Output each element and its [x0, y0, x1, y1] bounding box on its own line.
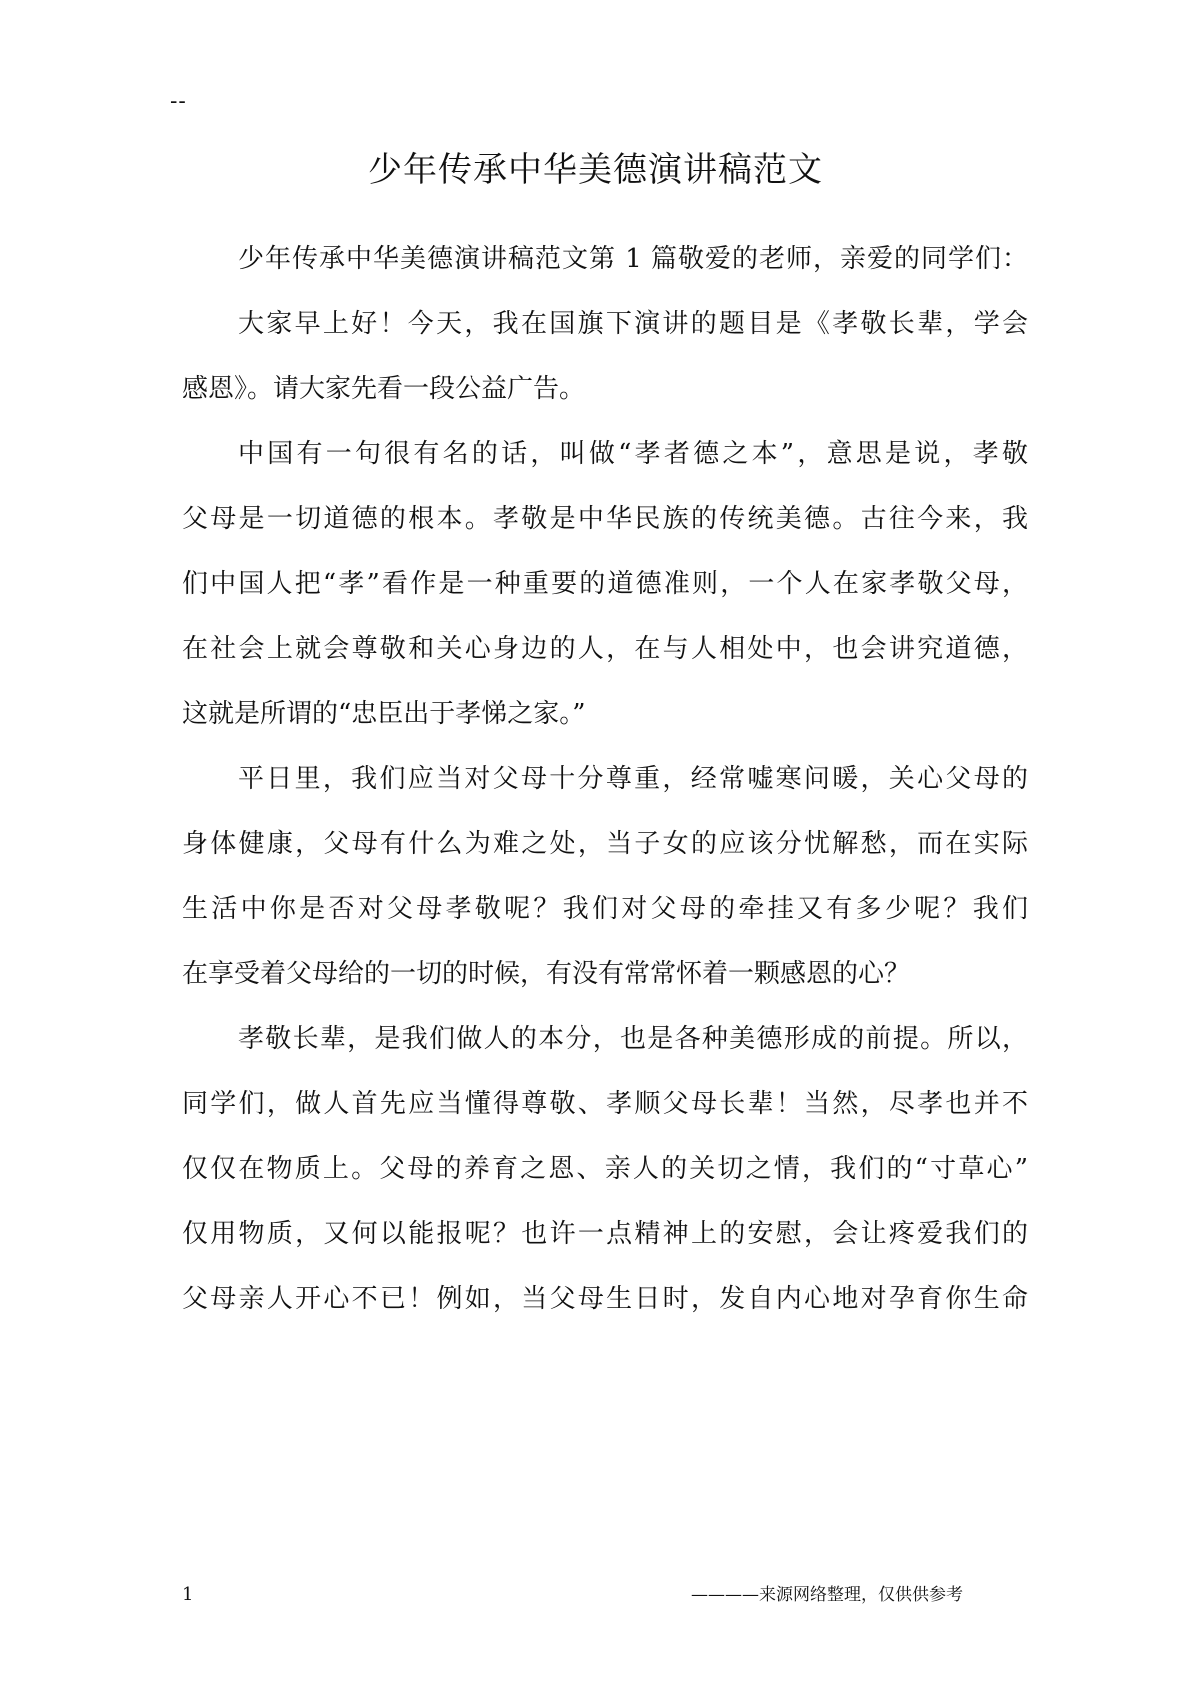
- body-line: 生活中你是否对父母孝敬呢？我们对父母的牵挂又有多少呢？我们: [182, 894, 1028, 924]
- body-line: 大家早上好！今天，我在国旗下演讲的题目是《孝敬长辈，学会: [238, 309, 1028, 339]
- body-line: 在社会上就会尊敬和关心身边的人，在与人相处中，也会讲究道德，: [182, 634, 1028, 664]
- body-line: 中国有一句很有名的话，叫做“孝者德之本”，意思是说，孝敬: [238, 439, 1028, 469]
- body-line: 同学们，做人首先应当懂得尊敬、孝顺父母长辈！当然，尽孝也并不: [182, 1089, 1028, 1119]
- body-line: 这就是所谓的“忠臣出于孝悌之家。”: [182, 699, 586, 729]
- body-line: 父母是一切道德的根本。孝敬是中华民族的传统美德。古往今来，我: [182, 504, 1028, 534]
- document-body: [182, 237, 1028, 1342]
- page-number: 1: [182, 1584, 194, 1605]
- body-line: 平日里，我们应当对父母十分尊重，经常嘘寒问暖，关心父母的: [238, 764, 1028, 794]
- body-line: 少年传承中华美德演讲稿范文第 1 篇敬爱的老师，亲爱的同学们：: [238, 244, 1028, 274]
- body-line: 身体健康，父母有什么为难之处，当子女的应该分忧解愁，而在实际: [182, 829, 1028, 859]
- body-line: 孝敬长辈，是我们做人的本分，也是各种美德形成的前提。所以，: [238, 1024, 1028, 1054]
- body-line: 父母亲人开心不已！例如，当父母生日时，发自内心地对孕育你生命: [182, 1284, 1028, 1314]
- body-line: 仅用物质，又何以能报呢？也许一点精神上的安慰，会让疼爱我们的: [182, 1219, 1028, 1249]
- source-note: ————来源网络整理，仅供供参考: [691, 1585, 963, 1605]
- body-line: 在享受着父母给的一切的时候，有没有常常怀着一颗感恩的心？: [182, 959, 911, 989]
- body-line: 感恩》。请大家先看一段公益广告。: [182, 374, 586, 404]
- document-title: 少年传承中华美德演讲稿范文: [368, 150, 823, 190]
- body-line: 们中国人把“孝”看作是一种重要的道德准则，一个人在家孝敬父母，: [182, 569, 1028, 599]
- body-line: 仅仅在物质上。父母的养育之恩、亲人的关切之情，我们的“寸草心”: [182, 1154, 1028, 1184]
- header-mark: --: [170, 89, 187, 114]
